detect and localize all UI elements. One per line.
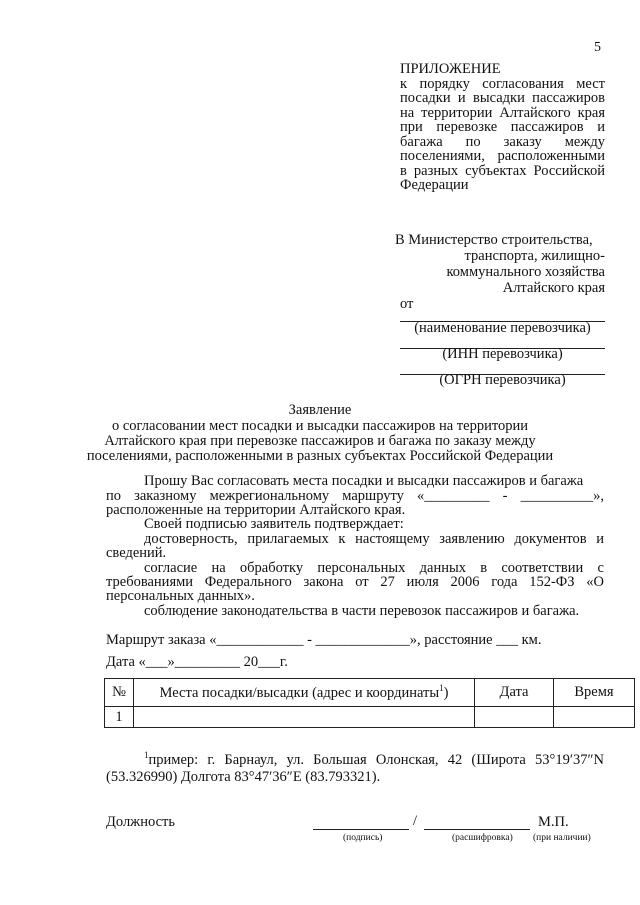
addressee-line: Алтайского края <box>502 280 605 296</box>
row-date-cell[interactable] <box>475 707 554 728</box>
decoding-caption: (расшифровка) <box>452 833 513 843</box>
statement-heading: Заявление <box>288 402 352 418</box>
ogrn-caption: (ОГРН перевозчика) <box>439 372 566 388</box>
addressee-block <box>395 232 605 296</box>
row-num-cell: 1 <box>105 707 134 728</box>
signature-line[interactable] <box>313 829 409 830</box>
appendix-line: багажа по заказу между <box>400 133 605 150</box>
body-line: согласие на обработку персональных данных в соответствии с <box>144 560 604 576</box>
slash: / <box>413 813 418 829</box>
appendix-title: ПРИЛОЖЕНИЕ <box>400 61 501 77</box>
position-label: Должность <box>106 814 175 830</box>
body-line: соблюдение законодательства в части перевозок пассажиров и багажа. <box>144 603 580 619</box>
statement-subtitle-line: Алтайского края при перевозке пассажиров и багажа по заказу между <box>104 433 536 449</box>
appendix-line: посадки и высадки пассажиров <box>400 90 605 106</box>
col-num-header: № <box>105 679 134 707</box>
stamp-caption: (при наличии) <box>533 833 591 843</box>
addressee-line: транспорта, жилищно- <box>464 248 605 264</box>
col-time-header: Время <box>554 679 635 707</box>
appendix-line: Федерации <box>400 177 469 193</box>
table-header-row <box>105 679 635 707</box>
addressee-line: коммунального хозяйства <box>446 264 605 280</box>
footnote-line <box>106 746 604 769</box>
stops-table <box>104 678 635 728</box>
stamp-label: М.П. <box>538 814 569 830</box>
route-line[interactable]: Маршрут заказа «____________ - _____________», расстояние ___ км. <box>106 632 542 648</box>
body-line: Прошу Вас согласовать места посадки и высадки пассажиров и багажа <box>144 473 584 489</box>
inn-caption: (ИНН перевозчика) <box>442 346 563 362</box>
body-line: расположенные на территории Алтайского края. <box>106 502 406 518</box>
carrier-name-caption: (наименование перевозчика) <box>414 320 591 336</box>
footnote-line: (53.326990) Долгота 83°47′36″E (83.793321). <box>106 769 381 785</box>
decoding-line[interactable] <box>424 829 530 830</box>
appendix-line: при перевозке пассажиров и <box>400 119 605 135</box>
statement-subtitle-line: поселениями, расположенными в разных субъектах Российской Федерации <box>86 448 554 464</box>
body-line: персональных данных». <box>106 588 255 604</box>
col-place-header <box>134 679 475 707</box>
appendix-block <box>400 62 605 193</box>
date-line[interactable]: Дата «___»_________ 20___г. <box>106 654 288 670</box>
appendix-line: в разных субъектах Российской <box>400 162 605 179</box>
page-number: 5 <box>594 40 601 55</box>
signature-caption: (подпись) <box>343 833 383 843</box>
statement-subtitle-line: о согласовании мест посадки и высадки пассажиров на территории <box>112 418 528 434</box>
footnote-ref: 1 <box>439 683 444 694</box>
table-row <box>105 707 635 728</box>
addressee-line: В Министерство строительства, <box>395 232 593 248</box>
footnote-text: пример: г. Барнаул, ул. Большая Олонская, 42 (Широта 53°19′37″N <box>148 751 604 768</box>
appendix-line: на территории Алтайского края <box>400 104 605 121</box>
row-place-cell[interactable] <box>134 707 475 728</box>
footnote-marker: 1 <box>144 750 149 760</box>
row-time-cell[interactable] <box>554 707 635 728</box>
col-date-header: Дата <box>475 679 554 707</box>
appendix-line: к порядку согласования мест <box>400 75 605 92</box>
body-line: сведений. <box>106 545 167 561</box>
body-line: Своей подписью заявитель подтверждает: <box>144 516 404 532</box>
col-place-close: ) <box>443 684 449 701</box>
appendix-line: поселениями, расположенными <box>400 148 605 164</box>
body-line: по заказному межрегиональному маршруту «_________ - __________», <box>106 488 604 504</box>
body-line: требованиями Федерального закона от 27 июля 2006 года 152-ФЗ «О <box>106 574 604 590</box>
body-line: достоверность, прилагаемых к настоящему заявлению документов и <box>144 531 604 547</box>
from-label: от <box>400 296 414 312</box>
col-place-label: Места посадки/высадки (адрес и координаты <box>159 684 440 701</box>
